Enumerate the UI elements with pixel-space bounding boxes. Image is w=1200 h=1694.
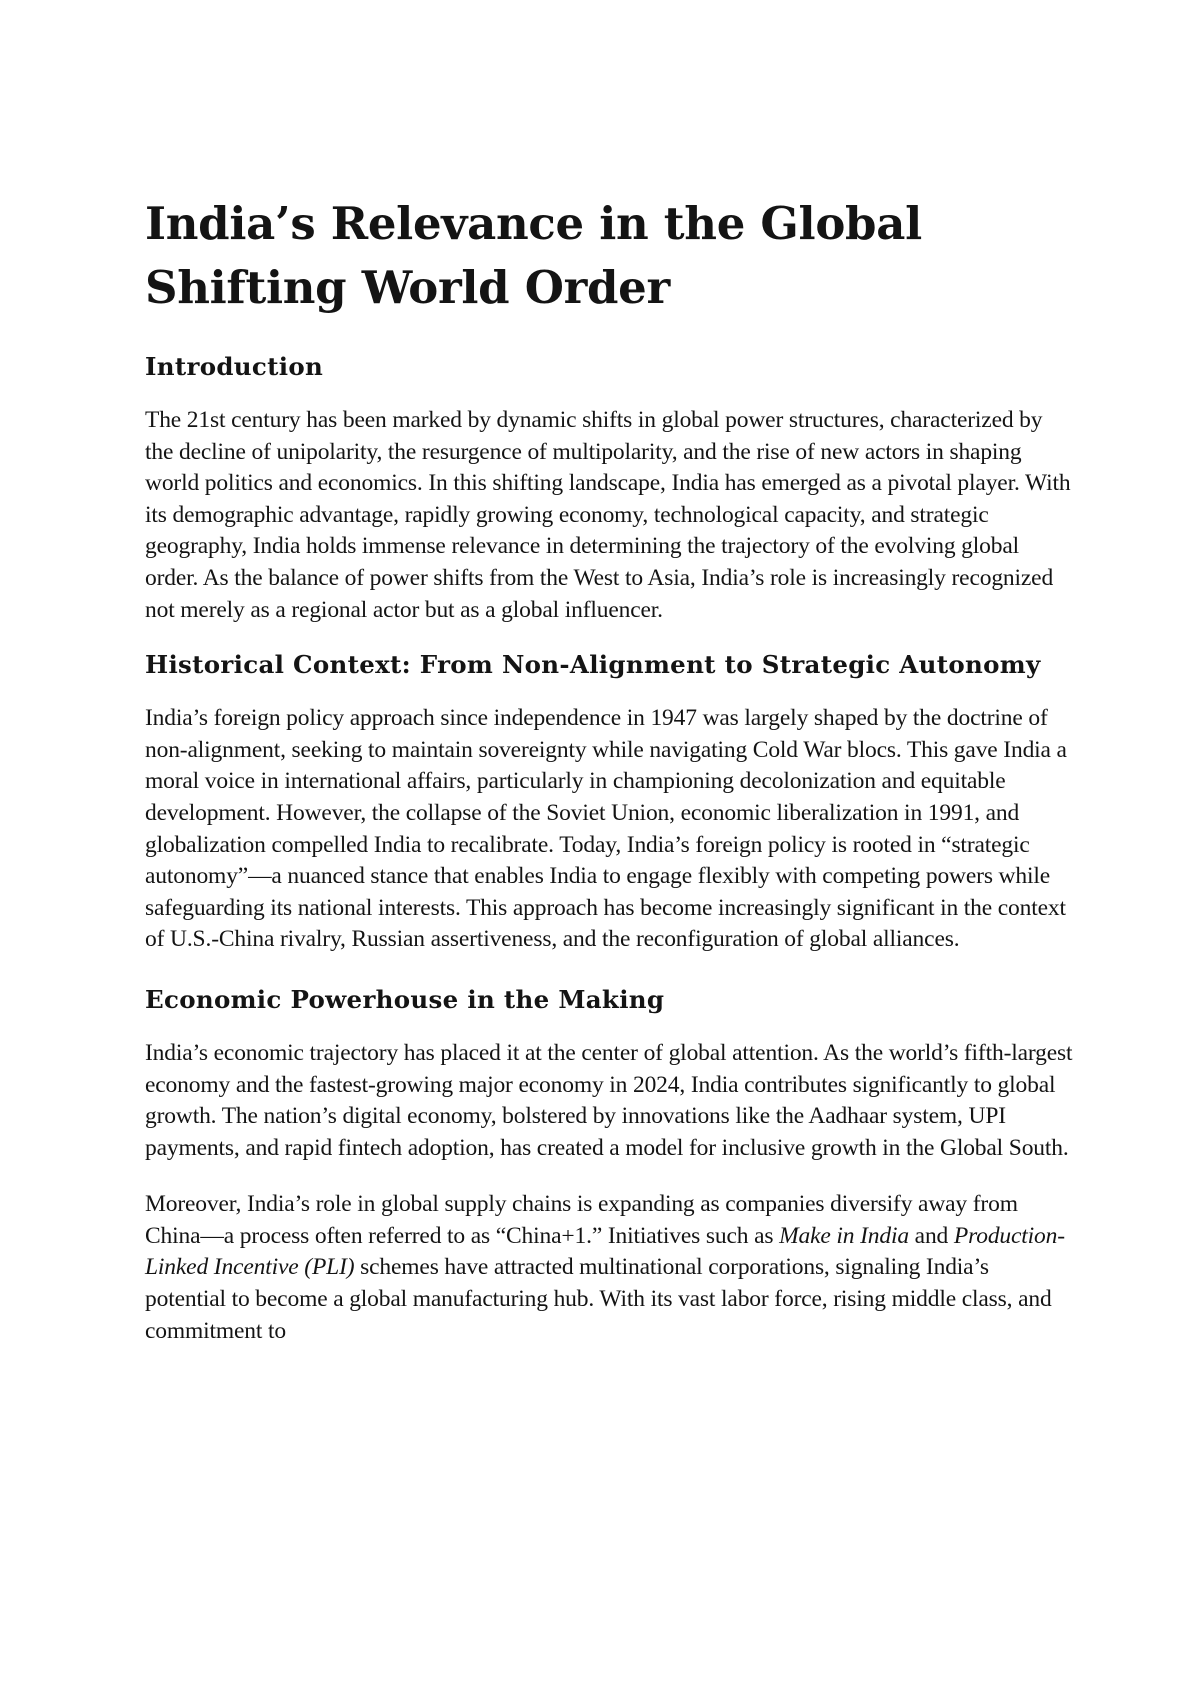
section-introduction (145, 348, 1075, 626)
emphasis-pli: Production-Linked Incentive (PLI) (145, 1222, 1065, 1281)
section-heading-historical-context: Historical Context: From Non-Alignment to Strategic Autonomy (145, 650, 1041, 680)
paragraph-introduction: The 21st century has been marked by dynamic shifts in global power structures, characterized by the decline of unipolarity, the resurgence of multipolarity, and the rise of new actors in shaping world politics and economics. In this shifting landscape, India has emerged as a pivotal player. With its demographic advantage, rapidly growing economy, technological capacity, and strategic geography, India holds immense relevance in determining the trajectory of the evolving global order. As the balance of power shifts from the West to Asia, India’s role is increasingly recognized not merely as a regional actor but as a global influencer. (145, 407, 1071, 623)
text-run: Moreover, India’s role in global supply chains is expanding as companies diversify away from China—a process often referred to as “China+1.” Initiatives such as (145, 1191, 1018, 1249)
document-title: India’s Relevance in the Global Shifting World Order (145, 197, 922, 314)
emphasis-make-in-india: Make in India (779, 1222, 909, 1249)
section-historical-context (145, 646, 1075, 956)
text-run: schemes have attracted multinational corporations, signaling India’s potential to become a global manufacturing hub. With its vast labor force, rising middle class, and commitment to (145, 1254, 1052, 1344)
section-heading-introduction: Introduction (145, 352, 324, 381)
section-economic-powerhouse (145, 981, 1075, 1347)
paragraph-economic-trajectory: India’s economic trajectory has placed it at the center of global attention. As the world’s fifth-largest economy and the fastest-growing major economy in 2024, India contributes significantly to global growth. The nation’s digital economy, bolstered by innovations like the Aadhaar system, UPI payments, and rapid fintech adoption, has created a model for inclusive growth in the Global South. (145, 1039, 1073, 1161)
document-page (145, 192, 1075, 1372)
paragraph-supply-chains (145, 1189, 1075, 1347)
section-heading-economic-powerhouse: Economic Powerhouse in the Making (145, 984, 665, 1014)
text-run: and (908, 1222, 954, 1249)
paragraph-historical-context: India’s foreign policy approach since independence in 1947 was largely shaped by the doctrine of non-alignment, seeking to maintain sovereignty while navigating Cold War blocs. This gave India a moral voice in international affairs, particularly in championing decolonization and equitable development. However, the collapse of the Soviet Union, economic liberalization in 1991, and globalization compelled India to recalibrate. Today, India’s foreign policy is rooted in “strategic autonomy”—a nuanced stance that enables India to engage flexibly with competing powers while safeguarding its national interests. This approach has become increasingly significant in the context of U.S.-China rivalry, Russian assertiveness, and the reconfiguration of global alliances. (145, 705, 1067, 953)
